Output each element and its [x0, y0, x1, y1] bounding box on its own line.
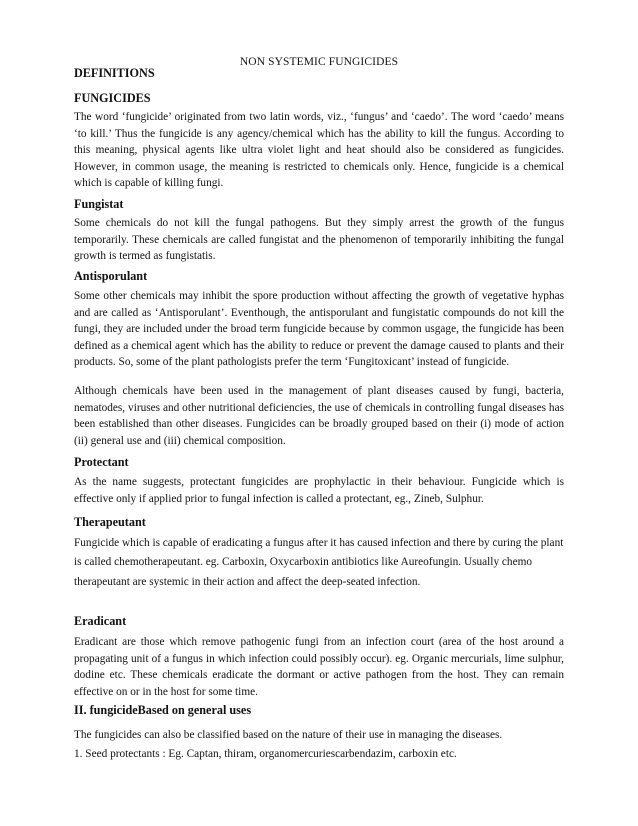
eradicant-heading: Eradicant — [74, 614, 127, 628]
fungistat-paragraph: Some chemicals do not kill the fungal pathogens. But they simply arrest the growth of the fungus temporarily. These chemicals are called fungistat and the phenomenon of temporarily inhibiting the fungal growth is termed as fungistatis. — [74, 217, 564, 263]
protectant-heading: Protectant — [74, 455, 129, 469]
seed-protectants-line: 1. Seed protectants : Eg. Captan, thiram, organomercuriescarbendazim, carboxin etc. — [74, 748, 457, 760]
fungistat-heading: Fungistat — [74, 197, 124, 211]
section2-paragraph: The fungicides can also be classified based on the nature of their use in managing the diseases. — [74, 729, 503, 741]
antisporulant-paragraph: Some other chemicals may inhibit the spore production without affecting the growth of vegetative hyphas and are called as ‘Antisporulant’. Eventhough, the antisporulant and fungistatic compounds do not kill the fungi, they are included under the broad term fungicide because by common usgage, the fungicide has been defined as a chemical agent which has the ability to reduce or prevent the damage caused to plants and their products. So, some of the plant pathologists prefer the term ‘Fungitoxicant’ instead of fungicide. — [74, 290, 564, 369]
fungicides-heading: FUNGICIDES — [74, 91, 151, 105]
protectant-paragraph: As the name suggests, protectant fungicides are prophylactic in their behaviour. Fungicide which is effective only if applied prior to fungal infection is called a protectant, eg., Zineb, Sulphur. — [74, 476, 564, 505]
document-title: NON SYSTEMIC FUNGICIDES — [239, 56, 399, 68]
antisporulant-heading: Antisporulant — [74, 269, 148, 283]
therapeutant-paragraph: Fungicide which is capable of eradicating a fungus after it has caused infection and there by curing the plant is called chemotherapeutant. eg. Carboxin, Oxycarboxin antibiotics like Aureofungin. Usually chemo therapeutant are systemic in their action and affect the deep-seated infection. — [74, 537, 564, 588]
eradicant-paragraph: Eradicant are those which remove pathogenic fungi from an infection court (area of the host around a propagating unit of a fungus in which infection could possibly occur). eg. Organic mercurials, lime sulphur, dodine etc. These chemicals eradicate the dormant or active pathogen from the host. They can remain effective on or in the host for some time. — [74, 636, 564, 698]
therapeutant-heading: Therapeutant — [74, 515, 146, 529]
fungicides-paragraph: The word ‘fungicide’ originated from two latin words, viz., ‘fungus’ and ‘caedo’. The word ‘caedo’ means ‘to kill.’ Thus the fungicide is any agency/chemical which has the ability to kill the fungus. According to this meaning, physical agents like ultra violet light and heat should also be considered as fungicides. However, in common usage, the meaning is restricted to chemicals only. Hence, fungicide is a chemical which is capable of killing fungi. — [74, 111, 564, 190]
definitions-heading: DEFINITIONS — [74, 66, 155, 80]
section2-heading: II. fungicideBased on general uses — [74, 703, 252, 717]
although-paragraph: Although chemicals have been used in the management of plant diseases caused by fungi, bacteria, nematodes, viruses and other nutritional deficiencies, the use of chemicals in controlling fungal diseases has been established than other diseases. Fungicides can be broadly grouped based on their (i) mode of action (ii) general use and (iii) chemical composition. — [74, 385, 564, 447]
